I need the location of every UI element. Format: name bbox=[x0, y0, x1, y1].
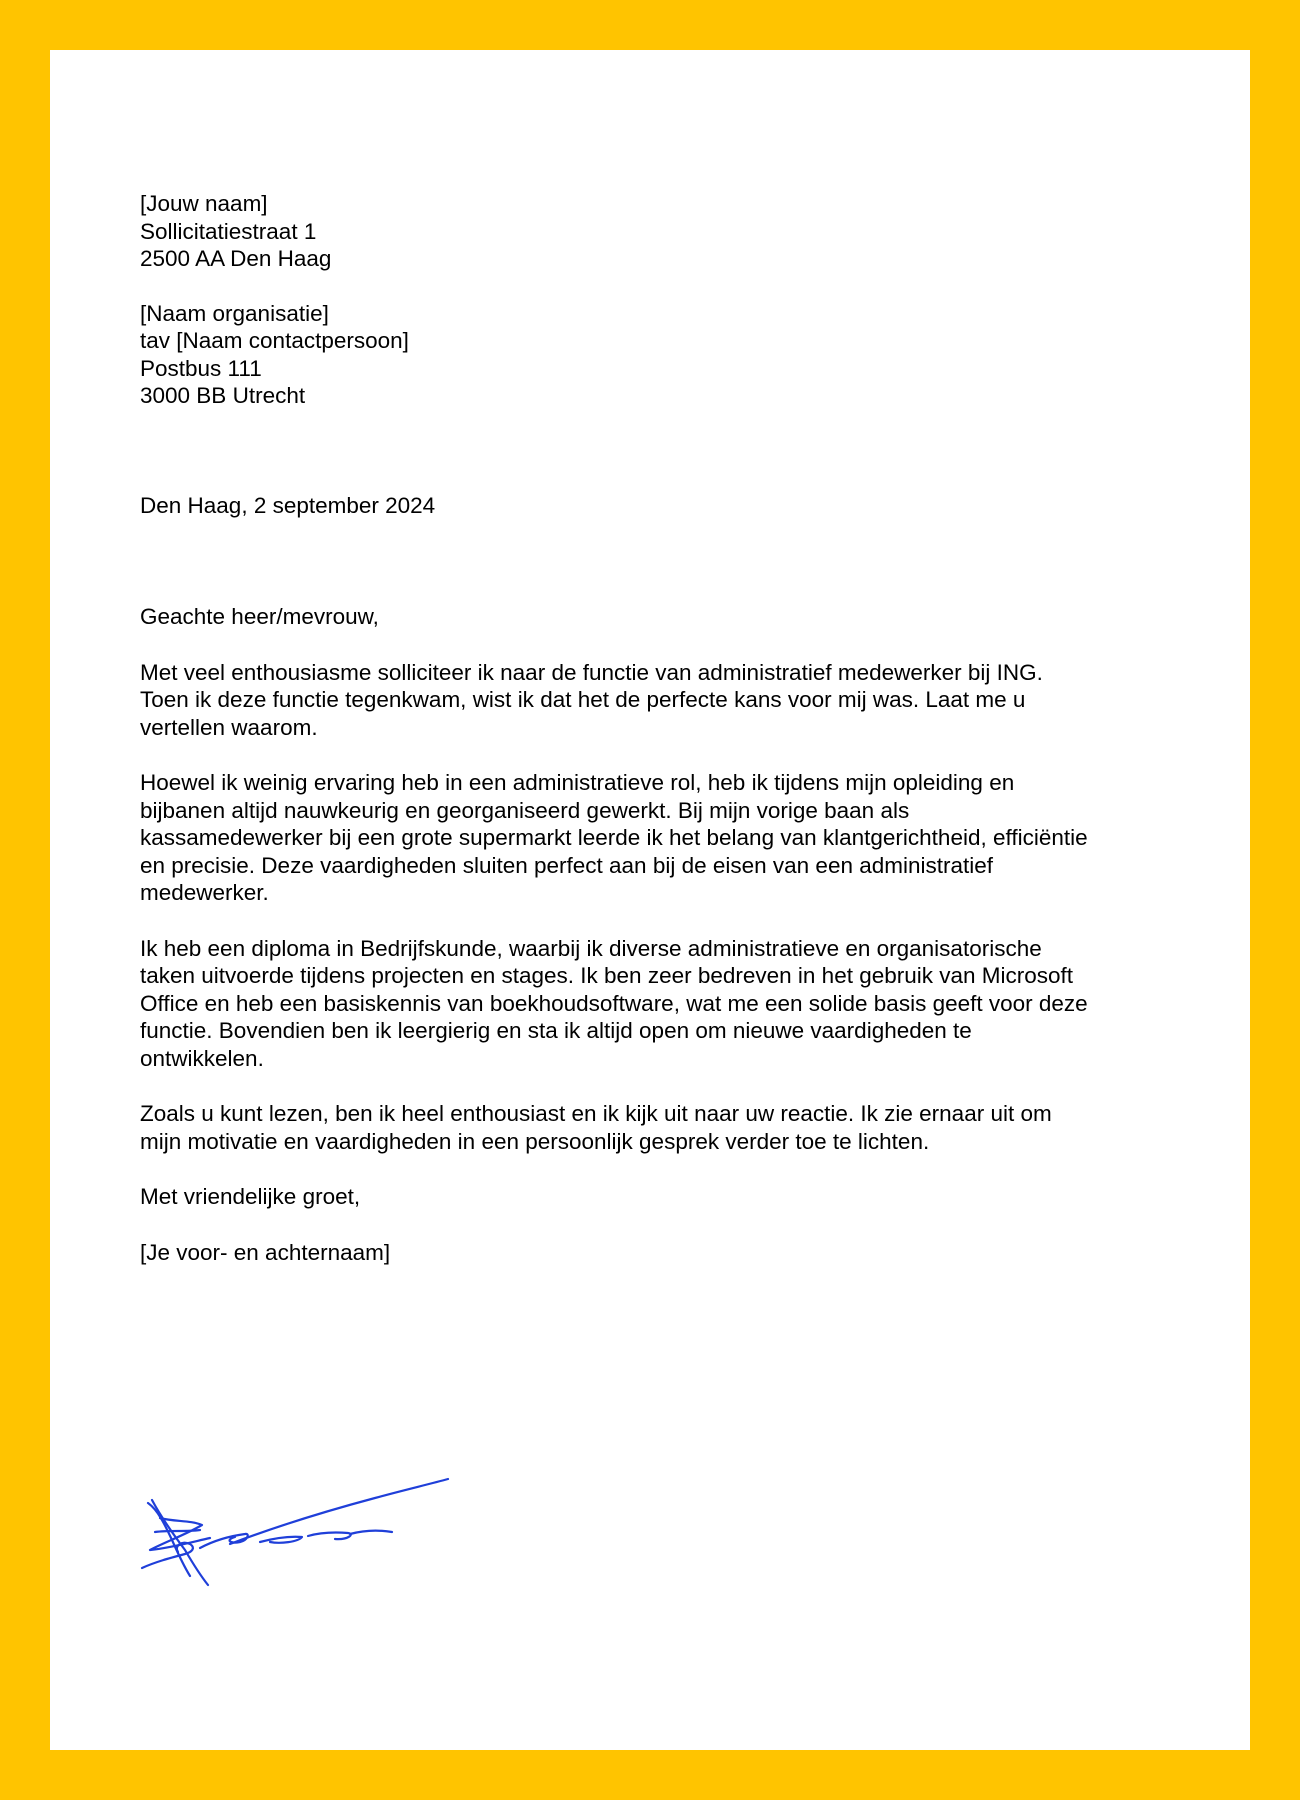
letter-body bbox=[140, 190, 1160, 1266]
sender-name: [Jouw naam] bbox=[140, 191, 268, 216]
paragraph-line: Ik heb een diploma in Bedrijfskunde, waarbij ik diverse administratieve en organisatorische bbox=[140, 935, 1042, 961]
recipient-city: 3000 BB Utrecht bbox=[140, 383, 306, 408]
closing: Met vriendelijke groet, bbox=[140, 1184, 361, 1209]
paragraph-line: ontwikkelen. bbox=[140, 1045, 264, 1071]
recipient-organisation: [Naam organisatie] bbox=[140, 300, 329, 326]
paragraph-4 bbox=[140, 1100, 1160, 1155]
paragraph-line: Hoewel ik weinig ervaring heb in een administratieve rol, heb ik tijdens mijn opleiding en bbox=[140, 770, 1015, 795]
recipient-address bbox=[140, 300, 1160, 410]
paragraph-2 bbox=[140, 769, 1160, 907]
paragraph-line: medewerker. bbox=[140, 880, 269, 905]
paragraph-line: vertellen waarom. bbox=[140, 714, 318, 740]
paragraph-line: taken uitvoerde tijdens projecten en stages. Ik ben zeer bedreven in het gebruik van Microsoft bbox=[140, 963, 1074, 988]
paragraph-line: en precisie. Deze vaardigheden sluiten perfect aan bij de eisen van een administratief bbox=[140, 852, 994, 878]
sender-city: 2500 AA Den Haag bbox=[140, 246, 332, 271]
paragraph-line: Office en heb een basiskennis van boekhoudsoftware, wat me een solide basis geeft voor deze bbox=[140, 990, 1088, 1016]
recipient-attention: tav [Naam contactpersoon] bbox=[140, 328, 409, 353]
paragraph-line: bijbanen altijd nauwkeurig en georganiseerd gewerkt. Bij mijn vorige baan als bbox=[140, 797, 910, 823]
paragraph-1 bbox=[140, 659, 1160, 742]
recipient-postbus: Postbus 111 bbox=[140, 355, 262, 381]
paragraph-line: kassamedewerker bij een grote supermarkt leerde ik het belang van klantgerichtheid, efficiëntie bbox=[140, 825, 1088, 850]
paragraph-line: Toen ik deze functie tegenkwam, wist ik dat het de perfecte kans voor mij was. Laat me u bbox=[140, 687, 1026, 712]
sender-address bbox=[140, 190, 1160, 273]
paragraph-line: mijn motivatie en vaardigheden in een persoonlijk gesprek verder toe te lichten. bbox=[140, 1128, 930, 1154]
paragraph-3 bbox=[140, 935, 1160, 1073]
paragraph-line: Zoals u kunt lezen, ben ik heel enthousiast en ik kijk uit naar uw reactie. Ik zie ernaar uit om bbox=[140, 1101, 1052, 1126]
signature-name-placeholder: [Je voor- en achternaam] bbox=[140, 1239, 391, 1265]
sender-street: Sollicitatiestraat 1 bbox=[140, 218, 317, 244]
date-line: Den Haag, 2 september 2024 bbox=[140, 492, 436, 518]
salutation: Geachte heer/mevrouw, bbox=[140, 604, 379, 629]
paragraph-line: Met veel enthousiasme solliciteer ik naar de functie van administratief medewerker bij ING. bbox=[140, 659, 1043, 685]
paragraph-line: functie. Bovendien ben ik leergierig en sta ik altijd open om nieuwe vaardigheden te bbox=[140, 1018, 972, 1043]
handwritten-signature-icon bbox=[130, 1470, 460, 1595]
